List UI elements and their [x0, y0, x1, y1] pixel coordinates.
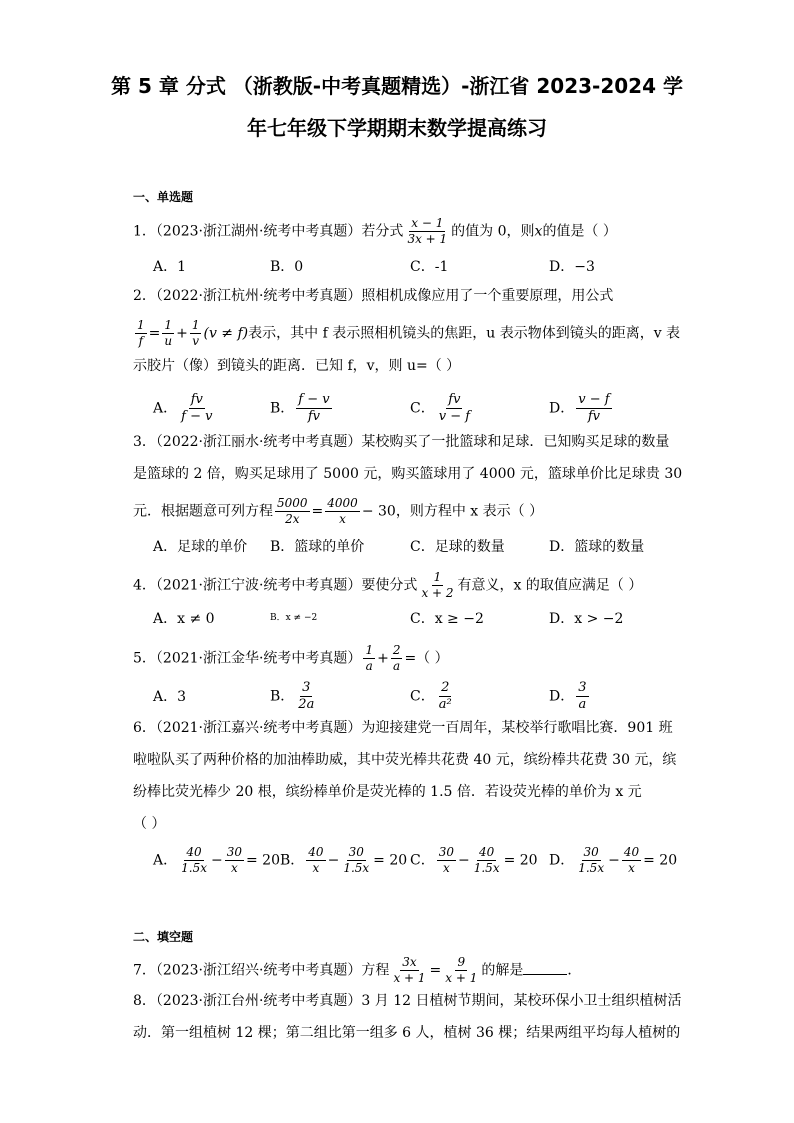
fraction: $\frac{3x}{x + 1}$ — [393, 955, 426, 985]
question-2-line-3: 示胶片（像）到镜头的距离．已知 f，v，则 u=（ ） — [133, 358, 461, 374]
option-a[interactable]: A．x ≠ 0 — [153, 611, 215, 627]
option-c[interactable]: C．足球的数量 — [410, 539, 505, 555]
page-title-line-2: 年七年级下学期期末数学提高练习 — [247, 116, 547, 140]
fraction: $\frac{1}{u}$ — [164, 318, 173, 348]
question-1-stem: 1．（2023·浙江湖州·统考中考真题）若分式 — [133, 223, 404, 240]
fraction: $\frac{9}{x + 1}$ — [445, 955, 478, 985]
fraction: $\frac{fv}{v - f}$ — [438, 392, 471, 424]
fraction: $\frac{1}{v}$ — [191, 318, 200, 348]
fraction: $\frac{2}{a}$ — [392, 643, 401, 673]
option-b[interactable]: B． $\frac{f - v}{fv}$ — [270, 392, 330, 424]
option-c[interactable]: C．-1 — [410, 259, 449, 275]
option-c[interactable]: C． $\frac{2}{\text{a²}}$ — [410, 680, 452, 712]
fraction: $\frac{30}{x}$ — [226, 845, 242, 875]
question-3-line-3: 元．根据题意可列方程 $\frac{5000}{2x}$ = $\frac{4000}{x}$ − 30，则方程中 x 表示（ ） — [133, 496, 544, 526]
option-a[interactable]: A． $\frac{40}{1.5x}$ − $\frac{30}{x}$ = 20 — [153, 845, 280, 875]
option-d[interactable]: D． $\frac{3}{a}$ — [549, 680, 587, 712]
section-heading-fill-in: 二、填空题 — [133, 930, 194, 944]
option-d[interactable]: D．−3 — [549, 259, 595, 275]
question-6-line-2: 啦啦队买了两种价格的加油棒助威，其中荧光棒共花费 40 元，缤纷棒共花费 30 元，缤 — [133, 752, 677, 768]
option-c[interactable]: C． $\frac{fv}{v - f}$ — [410, 392, 471, 424]
fraction: $\frac{x - 1}{3x + 1}$ — [407, 216, 448, 246]
option-b[interactable]: B．0 — [270, 259, 304, 275]
option-d[interactable]: D． $\frac{30}{1.5x}$ − $\frac{40}{x}$ = 20 — [549, 845, 678, 875]
page-title-line-1: 第 5 章 分式 （浙教版-中考真题精选）-浙江省 2023-2024 学 — [111, 74, 683, 98]
option-a[interactable]: A． $\frac{fv}{f - v}$ — [153, 392, 213, 424]
fraction: $\frac{3}{a}$ — [578, 680, 587, 712]
question-6-line-3: 纷棒比荧光棒少 20 根，缤纷棒单价是荧光棒的 1.5 倍．若设荧光棒的单价为 x 元 — [133, 784, 642, 800]
question-1: 1．（2023·浙江湖州·统考中考真题）若分式 $\frac{x - 1}{3x + 1}$ 的值为 0，则x的值是（ ） — [133, 216, 617, 246]
fraction: $\frac{4000}{x}$ — [327, 496, 358, 526]
fraction: $\frac{30}{1.5x}$ — [343, 845, 370, 875]
option-b[interactable]: B． $\frac{3}{2a}$ — [270, 680, 315, 712]
option-b[interactable]: B．篮球的单价 — [270, 539, 365, 555]
fraction: $\frac{40}{x}$ — [308, 845, 324, 875]
option-d[interactable]: D．x > −2 — [549, 611, 624, 627]
fraction: $\frac{5000}{2x}$ — [277, 496, 308, 526]
answer-blank[interactable] — [523, 960, 567, 975]
question-2-line-2: $\frac{1}{f}$ = $\frac{1}{u}$ + $\frac{1}{v}$ (v ≠ f)表示，其中 f 表示照相机镜头的焦距，u 表示物体到镜头的距离，v 表 — [137, 318, 681, 348]
option-c[interactable]: C．x ≥ −2 — [410, 611, 484, 627]
question-4: 4．（2021·浙江宁波·统考中考真题）要使分式 $\frac{1}{x + 2}$ 有意义，x 的取值应满足（ ） — [133, 570, 643, 600]
question-6: 6．（2021·浙江嘉兴·统考中考真题）为迎接建党一百周年，某校举行歌唱比赛．901 班 — [133, 720, 673, 736]
fraction: $\frac{3}{2a}$ — [298, 680, 315, 712]
fraction: $\frac{1}{x + 2}$ — [421, 570, 454, 600]
option-a[interactable]: A．足球的单价 — [153, 539, 248, 555]
fraction: $\frac{1}{a}$ — [365, 643, 374, 673]
section-heading-single-choice: 一、单选题 — [133, 190, 194, 204]
option-b[interactable]: B． $\frac{40}{x}$ − $\frac{30}{1.5x}$ = 20 — [280, 845, 408, 875]
question-5: 5．（2021·浙江金华·统考中考真题） $\frac{1}{a}$ + $\frac{2}{a}$ =（ ） — [133, 643, 449, 673]
question-8-line-2: 动．第一组植树 12 棵；第二组比第一组多 6 人，植树 36 棵；结果两组平均每人植树的 — [133, 1025, 681, 1041]
option-c[interactable]: C． $\frac{30}{x}$ − $\frac{40}{1.5x}$ = 20 — [410, 845, 538, 875]
fraction: $\frac{f - v}{fv}$ — [298, 392, 330, 424]
option-d[interactable]: D．篮球的数量 — [549, 539, 645, 555]
fraction: $\frac{1}{f}$ — [137, 318, 145, 348]
fraction: $\frac{40}{x}$ — [623, 845, 640, 875]
fraction: $\frac{fv}{f - v}$ — [181, 392, 213, 424]
fraction: $\frac{30}{x}$ — [438, 845, 454, 875]
option-d[interactable]: D． $\frac{v - f}{fv}$ — [549, 392, 610, 424]
fraction: $\frac{v - f}{fv}$ — [578, 392, 610, 424]
option-b[interactable]: B．x ≠ −2 — [270, 613, 318, 623]
fraction: $\frac{40}{1.5x}$ — [473, 845, 500, 875]
question-7: 7．（2023·浙江绍兴·统考中考真题）方程 $\frac{3x}{x + 1}$ = $\frac{9}{x + 1}$ 的解是 ． — [133, 955, 582, 985]
question-6-line-4: （ ） — [133, 816, 166, 832]
question-3-line-2: 是篮球的 2 倍，购买足球用了 5000 元，购买篮球用了 4000 元，篮球单价比足球贵 30 — [133, 466, 683, 482]
fraction: $\frac{40}{1.5x}$ — [181, 845, 207, 875]
question-8: 8．（2023·浙江台州·统考中考真题）3 月 12 日植树节期间，某校环保小卫士组织植树活 — [133, 993, 682, 1009]
fraction: $\frac{2}{\text{a²}}$ — [438, 680, 452, 712]
question-2: 2．（2022·浙江杭州·统考中考真题）照相机成像应用了一个重要原理，用公式 — [133, 288, 614, 304]
question-3: 3．（2022·浙江丽水·统考中考真题）某校购买了一批篮球和足球．已知购买足球的数量 — [133, 434, 670, 450]
option-a[interactable]: A．1 — [153, 259, 187, 275]
fraction: $\frac{30}{1.5x}$ — [578, 845, 605, 875]
option-a[interactable]: A．3 — [153, 689, 187, 705]
